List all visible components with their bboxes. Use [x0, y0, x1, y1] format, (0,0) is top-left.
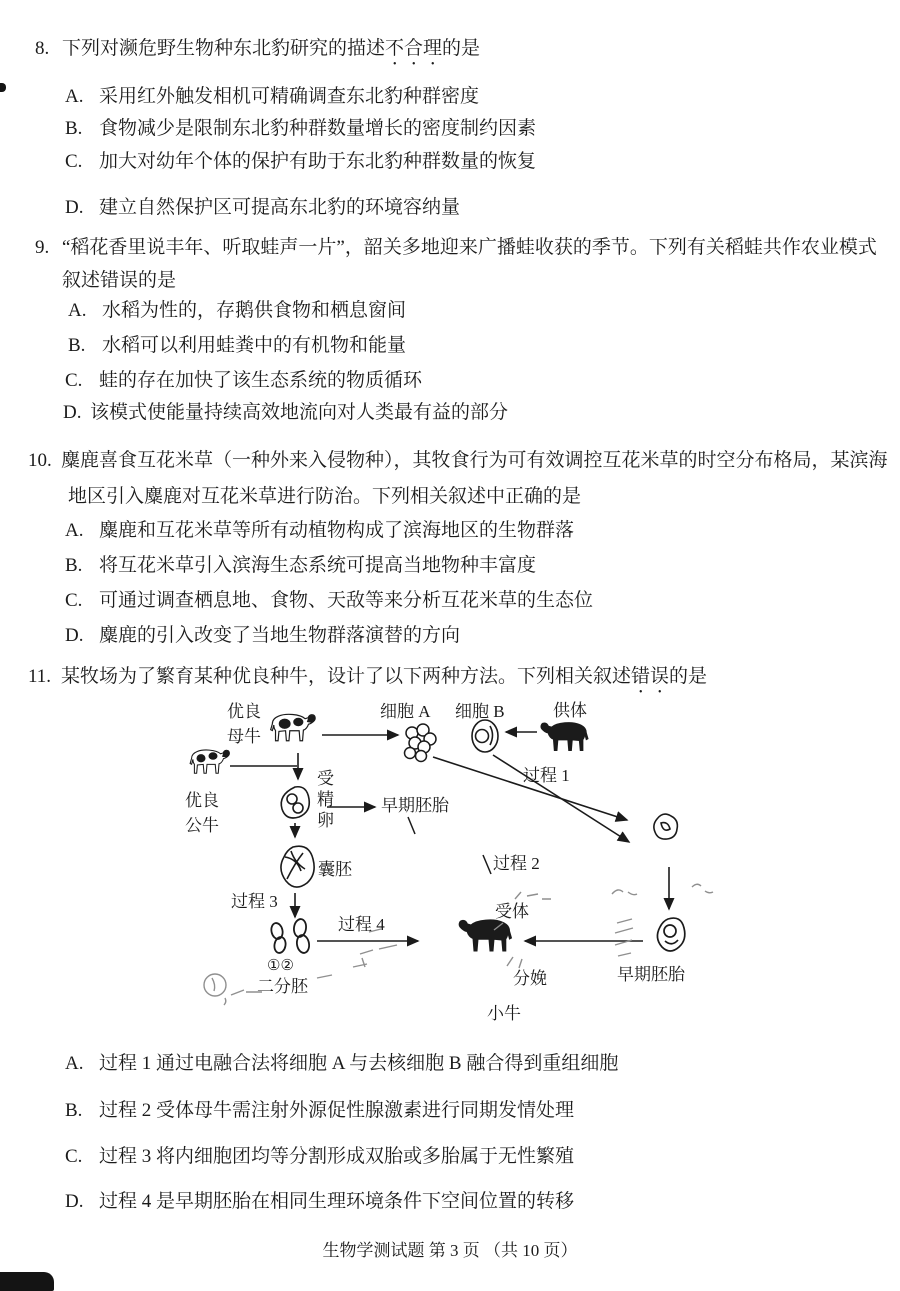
question-11-option-a — [65, 1051, 618, 1076]
fertilized-egg-icon — [281, 787, 309, 818]
option-label: D. — [65, 625, 84, 646]
pointer-line — [408, 817, 491, 874]
question-9-option-a — [68, 298, 406, 323]
option-label: B. — [65, 1100, 83, 1121]
question-8-option-b — [65, 116, 536, 141]
question-11-option-c — [65, 1144, 574, 1169]
stem-segment: 麋鹿喜食互花米草（一种外来入侵物种），其牧食行为可有效调控互花米草的时空分布格局，某滨海 — [61, 450, 888, 471]
question-11-stem — [28, 664, 707, 698]
option-label: B. — [65, 555, 83, 576]
option-label: D. — [65, 1191, 84, 1212]
option-text: 麋鹿的引入改变了当地生物群落演替的方向 — [99, 625, 461, 646]
embryo-numbers-label: ①② — [267, 958, 294, 974]
option-label: B. — [65, 118, 83, 139]
question-number: 10. — [28, 450, 52, 471]
early-embryo-mid-label: 早期胚胎 — [381, 796, 449, 815]
blastocyst-label: 囊胚 — [318, 860, 352, 879]
early-embryo-right-label: 早期胚胎 — [617, 965, 685, 984]
option-text: 将互花米草引入滨海生态系统可提高当地物种丰富度 — [99, 555, 537, 576]
process-3-label: 过程 3 — [231, 892, 278, 911]
option-label: C. — [65, 590, 83, 611]
scan-artifact — [0, 83, 6, 92]
option-text: 过程 1 通过电融合法将细胞 A 与去核细胞 B 融合得到重组细胞 — [99, 1053, 619, 1074]
fertilized-egg-label: 受精卵 — [314, 769, 333, 832]
stem-segment: 地区引入麋鹿对互花米草进行防治。下列相关叙述中正确的是 — [68, 486, 582, 507]
stem-segment: “稻花香里说丰年、听取蛙声一片”，韶关多地迎来广播蛙收获的季节。下列有关稻蛙共作农业模式 — [62, 237, 877, 258]
option-label: D. — [65, 197, 84, 218]
option-text: 水稻可以利用蛙粪中的有机物和能量 — [102, 335, 407, 356]
question-10-stem-line1 — [28, 448, 888, 473]
option-label: C. — [65, 1146, 83, 1167]
question-9-option-c — [65, 368, 422, 393]
cell-a-icon — [405, 724, 437, 762]
option-label: C. — [65, 151, 83, 172]
stem-segment: 的是 — [442, 38, 481, 59]
stem-segment: 的是 — [669, 666, 708, 687]
option-text: 过程 4 是早期胚胎在相同生理环境条件下空间位置的转移 — [99, 1191, 575, 1212]
option-label: A. — [65, 86, 84, 107]
calf-label: 小牛 — [487, 1004, 521, 1023]
early-embryo-right-icon — [657, 918, 684, 951]
stem-segment-emphasized: 不合理 — [385, 38, 443, 59]
excellent-cow-icon — [271, 714, 316, 740]
process-1-label: 过程 1 — [523, 766, 570, 785]
question-11-option-d — [65, 1189, 574, 1214]
option-text: 过程 3 将内细胞团均等分割形成双胎或多胎属于无性繁殖 — [99, 1146, 575, 1167]
option-text: 水稻为性的，存鹅供食物和栖息窗间 — [102, 300, 407, 321]
recombinant-cell-icon — [654, 814, 678, 839]
option-label: A. — [65, 1053, 84, 1074]
question-number: 11. — [28, 666, 52, 687]
question-9-option-d — [63, 400, 508, 425]
question-8-option-c — [65, 149, 536, 174]
question-10-stem-line2 — [68, 484, 581, 509]
bisected-embryo-icon — [270, 918, 311, 954]
option-text: 该模式使能量持续高效地流向对人类最有益的部分 — [90, 402, 509, 423]
option-text: 过程 2 受体母牛需注射外源促性腺激素进行同期发情处理 — [99, 1100, 575, 1121]
question-number: 8. — [35, 38, 50, 59]
scan-artifact — [0, 1272, 54, 1291]
cattle-breeding-diagram — [165, 695, 785, 1040]
question-8-option-a — [65, 84, 479, 109]
excellent-bull-icon — [190, 750, 229, 773]
stem-segment-emphasized: 错误 — [631, 666, 670, 687]
cell-b-label: 细胞 B — [455, 702, 505, 721]
recipient-cow-icon — [459, 920, 511, 951]
cell-b-icon — [472, 720, 498, 752]
page-footer: 生物学测试题 第 3 页 （共 10 页） — [322, 1241, 578, 1260]
delivery-label: 分娩 — [513, 969, 547, 988]
excellent-cow-label: 优良 母牛 — [227, 702, 261, 746]
option-label: D. — [63, 402, 82, 423]
cell-a-label: 细胞 A — [380, 702, 431, 721]
option-text: 加大对幼年个体的保护有助于东北豹种群数量的恢复 — [99, 151, 537, 172]
stem-segment: 下列对濒危野生物种东北豹研究的描述 — [62, 38, 386, 59]
question-11-option-b — [65, 1098, 574, 1123]
process-2-label: 过程 2 — [493, 854, 540, 873]
question-8-stem — [35, 36, 480, 70]
recipient-label: 受体 — [495, 902, 529, 921]
option-label: A. — [68, 300, 87, 321]
diagram-arrows — [230, 732, 669, 941]
option-label: B. — [68, 335, 86, 356]
question-9-stem-line1 — [35, 235, 877, 260]
option-label: C. — [65, 370, 83, 391]
question-10-option-b — [65, 553, 536, 578]
option-text: 采用红外触发相机可精确调查东北豹种群密度 — [99, 86, 480, 107]
question-8-option-d — [65, 195, 460, 220]
excellent-bull-label: 优良 公牛 — [185, 791, 219, 835]
stem-segment: 叙述错误的是 — [62, 270, 177, 291]
question-10-option-c — [65, 588, 593, 613]
donor-label: 供体 — [553, 701, 587, 720]
option-text: 建立自然保护区可提高东北豹的环境容纳量 — [99, 197, 461, 218]
bisected-embryo-label: 二分胚 — [257, 977, 308, 996]
question-number: 9. — [35, 237, 50, 258]
stem-segment: 某牧场为了繁育某种优良种牛，设计了以下两种方法。下列相关叙述 — [61, 666, 632, 687]
option-text: 食物减少是限制东北豹种群数量增长的密度制约因素 — [99, 118, 537, 139]
option-text: 麋鹿和互花米草等所有动植物构成了滨海地区的生物群落 — [99, 520, 575, 541]
question-10-option-d — [65, 623, 460, 648]
option-text: 可通过调查栖息地、食物、天敌等来分析互花米草的生态位 — [99, 590, 594, 611]
question-10-option-a — [65, 518, 574, 543]
option-label: A. — [65, 520, 84, 541]
process-4-label: 过程 4 — [338, 915, 385, 934]
donor-cow-icon — [541, 723, 588, 751]
question-9-stem-line2 — [62, 268, 176, 293]
blastocyst-icon — [281, 846, 314, 887]
question-9-option-b — [68, 333, 406, 358]
option-text: 蛙的存在加快了该生态系统的物质循环 — [99, 370, 423, 391]
